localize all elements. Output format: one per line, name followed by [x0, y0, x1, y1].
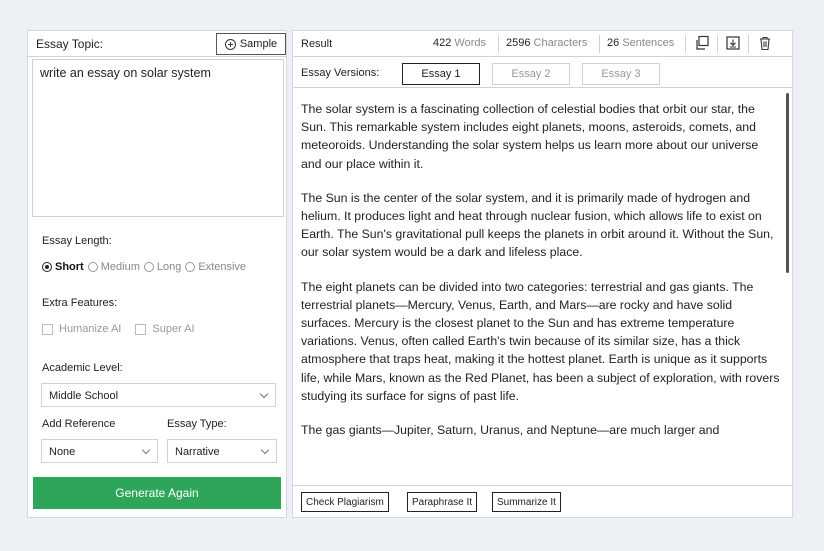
- radio-selected-icon: [42, 262, 52, 272]
- checkbox-label: Humanize AI: [59, 323, 122, 335]
- essay-length-label: Essay Length:: [42, 235, 112, 247]
- sample-button[interactable]: [216, 33, 286, 55]
- tab-essay-3[interactable]: Essay 3: [582, 63, 660, 85]
- essay-paragraph: The gas giants—Jupiter, Saturn, Uranus, and Neptune—are much larger and: [301, 423, 720, 438]
- sentence-count-label: Sentences: [622, 37, 675, 49]
- length-option-label: Long: [156, 261, 182, 273]
- divider: [498, 35, 499, 53]
- extra-features-group: [42, 323, 209, 335]
- checkbox-icon: [42, 324, 53, 335]
- chevron-down-icon: [260, 390, 268, 398]
- essay-length-radio-group: [42, 261, 250, 273]
- sample-button-label: Sample: [239, 38, 278, 50]
- add-reference-label: Add Reference: [42, 418, 116, 430]
- essay-topic-label: Essay Topic:: [36, 37, 104, 51]
- length-option-long[interactable]: [144, 261, 181, 273]
- result-header: [293, 31, 792, 57]
- tab-essay-1[interactable]: Essay 1: [402, 63, 480, 85]
- character-count: [506, 37, 587, 49]
- reference-value: None: [49, 446, 76, 458]
- divider: [599, 35, 600, 53]
- essay-settings-panel: [27, 30, 287, 518]
- sentence-count: [607, 37, 674, 49]
- essay-topic-input[interactable]: write an essay on solar system: [32, 59, 284, 217]
- sentence-count-value: 26: [607, 37, 620, 49]
- length-option-label: Medium: [100, 261, 140, 273]
- tab-essay-2[interactable]: Essay 2: [492, 63, 570, 85]
- paraphrase-button[interactable]: Paraphrase It: [407, 492, 477, 512]
- length-option-short[interactable]: [42, 261, 84, 273]
- academic-level-value: Middle School: [49, 390, 119, 402]
- essay-scrollbar[interactable]: [786, 93, 789, 273]
- plus-circle-icon: [225, 39, 236, 50]
- divider: [717, 35, 718, 53]
- divider: [685, 35, 686, 53]
- checkbox-label: Super AI: [152, 323, 195, 335]
- action-bar: [293, 485, 792, 518]
- length-option-extensive[interactable]: [185, 261, 246, 273]
- extra-features-label: Extra Features:: [42, 297, 118, 309]
- divider: [748, 35, 749, 53]
- radio-icon: [144, 262, 154, 272]
- essay-versions-row: [293, 58, 792, 88]
- essay-type-value: Narrative: [175, 446, 220, 458]
- check-plagiarism-button[interactable]: Check Plagiarism: [301, 492, 389, 512]
- essay-paragraph: The solar system is a fascinating collection of celestial bodies that orbit our star, the Sun. This remarkable system includes eight planets, moons, asteroids, comets, and meteoroids. Understanding the solar system helps us learn more about our universe and our place within it.: [301, 102, 759, 171]
- chevron-down-icon: [261, 446, 269, 454]
- radio-icon: [88, 262, 98, 272]
- length-option-medium[interactable]: [88, 261, 140, 273]
- reference-select[interactable]: [41, 439, 158, 463]
- character-count-value: 2596: [506, 37, 531, 49]
- radio-icon: [185, 262, 195, 272]
- copy-icon[interactable]: [694, 35, 710, 51]
- summarize-button[interactable]: Summarize It: [492, 492, 561, 512]
- chevron-down-icon: [142, 446, 150, 454]
- academic-level-select[interactable]: [41, 383, 276, 407]
- essay-type-select[interactable]: [167, 439, 277, 463]
- generate-again-button[interactable]: Generate Again: [33, 477, 281, 509]
- download-icon[interactable]: [725, 35, 741, 51]
- length-option-label: Short: [55, 261, 84, 273]
- word-count-label: Words: [454, 37, 487, 49]
- result-label: Result: [301, 38, 333, 50]
- essay-versions-label: Essay Versions:: [301, 67, 380, 79]
- essay-content: [293, 90, 792, 485]
- character-count-label: Characters: [533, 37, 588, 49]
- checkbox-icon: [135, 324, 146, 335]
- humanize-ai-checkbox[interactable]: [42, 323, 121, 335]
- essay-paragraph: The eight planets can be divided into two categories: terrestrial and gas giants. The terrestrial planets—Mercury, Venus, Earth, and Mars—are rocky and have solid surfaces. Mercury is the closest planet to the Sun and has extreme temperature variations. Venus, often called Earth's twin because of its similar size, has a thick atmosphere that traps heat, making it the hottest planet. Earth is unique as it supports life, while Mars, known as the Red Planet, has been a subject of exploration, with rovers studying its surface for signs of past life.: [301, 279, 780, 403]
- word-count-value: 422: [433, 37, 452, 49]
- essay-type-label: Essay Type:: [167, 418, 227, 430]
- length-option-label: Extensive: [198, 261, 247, 273]
- essay-paragraph: The Sun is the center of the solar system, and it is primarily made of hydrogen and helium. It produces light and heat through nuclear fusion, which allows life to exist on Earth. The Sun's gravitational pull keeps the planets in orbit around it. Without the Sun, our solar system would be a dark and lifeless place.: [301, 190, 774, 260]
- super-ai-checkbox[interactable]: [135, 323, 194, 335]
- word-count: [433, 37, 486, 49]
- academic-level-label: Academic Level:: [42, 362, 123, 374]
- trash-icon[interactable]: [757, 35, 773, 51]
- topic-header: [28, 31, 286, 57]
- result-panel: [292, 30, 793, 518]
